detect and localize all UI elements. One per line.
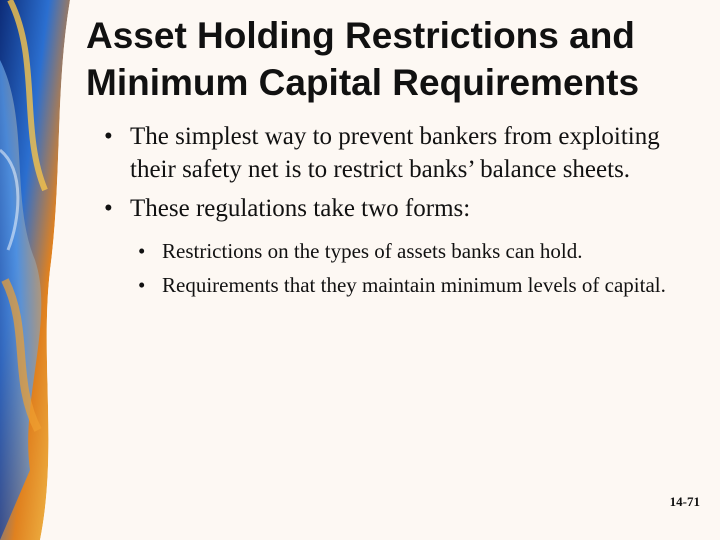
bullet-list: [104, 120, 684, 303]
bullet-dot-icon: •: [104, 195, 113, 222]
bullet-item: [104, 192, 684, 225]
bullet-dot-icon: •: [138, 273, 146, 297]
bullet-text: These regulations take two forms:: [130, 195, 471, 222]
sub-bullet-list: [138, 235, 684, 302]
bullet-dot-icon: •: [138, 239, 146, 263]
bullet-item: [104, 120, 684, 186]
decorative-side-artwork: [0, 0, 80, 540]
sub-bullet-text: Requirements that they maintain minimum levels of capital.: [162, 273, 666, 297]
bullet-dot-icon: •: [104, 123, 113, 150]
bullet-text: The simplest way to prevent bankers from exploiting their safety net is to restrict banks’ balance sheets.: [130, 123, 660, 183]
slide-title: Asset Holding Restrictions and Minimum Capital Requirements: [86, 15, 640, 103]
page-number: 14-71: [669, 494, 700, 509]
sub-bullet-item: [138, 269, 682, 302]
sub-bullet-text: Restrictions on the types of assets banks can hold.: [162, 239, 583, 263]
sub-bullet-item: [138, 235, 682, 268]
